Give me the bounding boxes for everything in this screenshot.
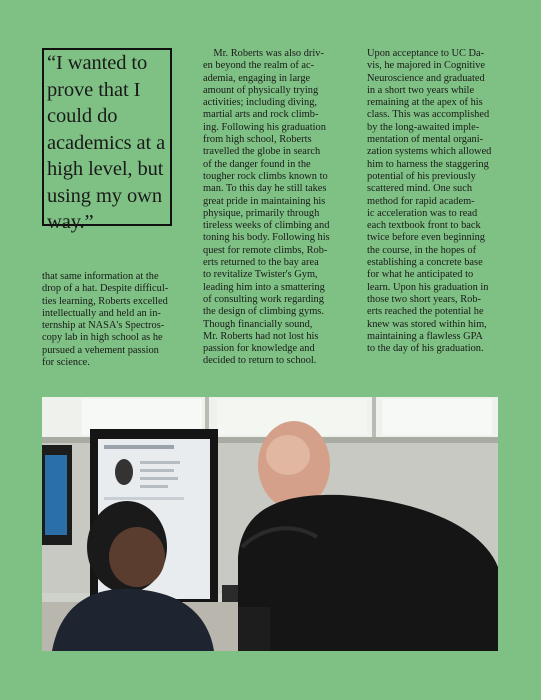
article-photo [42, 397, 498, 651]
pull-quote-box [42, 48, 172, 233]
article-text-line: man. To this day he still takes [203, 183, 327, 195]
pull-quote-line: “I wanted to [47, 52, 148, 74]
article-text-line: in a short two years while [367, 84, 475, 96]
article-text-line: for science. [42, 357, 90, 369]
article-text-line: the design of climbing gyms. [203, 306, 324, 318]
article-text-line: travelled the globe in search [203, 146, 321, 158]
article-text-line: of the danger found in the [203, 158, 311, 170]
article-text-line: zation systems which allowed [367, 146, 492, 158]
article-text-line: en beyond the realm of ac- [203, 60, 315, 72]
pull-quote-line: way.” [47, 211, 94, 233]
article-text-line: intellectually and held an in- [42, 307, 161, 319]
article-text-line: passion for knowledge and [203, 343, 315, 355]
pull-quote-line: could do [47, 105, 118, 127]
pull-quote-line: using my own [47, 184, 162, 207]
article-text-line: potential of his previously [367, 170, 476, 182]
article-text-line: vis, he majored in Cognitive [367, 60, 486, 72]
article-text-line: drop of a hat. Despite difficul- [42, 283, 169, 295]
article-text-line: the course, in the hopes of [367, 244, 477, 256]
article-text-line: that same information at the [42, 271, 159, 282]
article-text-line: Upon acceptance to UC Da- [367, 48, 485, 59]
article-text-line: from high school, Roberts [203, 134, 312, 146]
article-text-line: pursued a vehement passion [42, 344, 159, 356]
article-text-line: tireless weeks of climbing and [203, 220, 330, 232]
pull-quote-line: academics at a [47, 131, 166, 154]
article-text-line: toning his body. Following his [203, 232, 330, 244]
article-text-line: of consulting work regarding [203, 293, 324, 305]
article-text-line: knew was stored within him, [367, 318, 487, 330]
article-text-line: learn. Upon his graduation in [367, 281, 489, 293]
article-text-line: copy lab in high school as he [42, 332, 163, 344]
pull-quote-line: prove that I [47, 78, 141, 101]
article-text-line: Mr. Roberts had not lost his [203, 330, 319, 342]
article-text-line: erts returned to the bay area [203, 257, 319, 269]
article-text-line: remaining at the apex of his [367, 97, 483, 109]
pull-quote-line: high level, but [47, 158, 164, 180]
article-text-line: great pride in maintaining his [203, 195, 326, 207]
article-text-line: quest for remote climbs, Rob- [203, 244, 328, 256]
article-text-line: activities; including diving, [203, 97, 317, 109]
pull-quote [47, 50, 170, 236]
article-text-line: maintaining a flawless GPA [367, 330, 483, 342]
article-text-line: decided to return to school. [203, 355, 317, 367]
article-text-line: class. This was accomplished [367, 109, 490, 121]
article-text-line: for what he anticipated to [367, 269, 474, 281]
article-text-line: him to harness the staggering [367, 158, 489, 170]
article-text-line: ing. Following his graduation [203, 121, 326, 133]
article-text-line: scattered mind. One such [367, 183, 473, 195]
article-column-1 [42, 271, 184, 369]
article-column-3 [367, 48, 499, 355]
article-text-line: ternship at NASA's Spectros- [42, 320, 165, 332]
article-text-line: ties learning, Roberts excelled [42, 295, 168, 307]
article-text-line: establishing a concrete base [367, 257, 483, 269]
article-text-line: to the day of his graduation. [367, 343, 484, 355]
article-text-line: martial arts and rock climb- [203, 109, 319, 121]
article-text-line: ic acceleration was to read [367, 207, 478, 219]
article-text-line: Neuroscience and graduated [367, 72, 485, 84]
article-text-line: amount of physically trying [203, 84, 319, 96]
article-text-line: erts reached the potential he [367, 306, 484, 318]
article-text-line: mentation of mental organi- [367, 134, 484, 146]
article-text-line: method for rapid academ- [367, 195, 475, 207]
article-text-line: by the long-awaited imple- [367, 121, 480, 133]
article-text-line: Though financially sound, [203, 318, 313, 330]
photo-illustration [42, 397, 498, 651]
article-text-line: physique, primarily through [203, 207, 320, 219]
article-text-line: each textbook front to back [367, 220, 481, 232]
article-text-line: Mr. Roberts was also driv- [203, 48, 324, 59]
article-text-line: tougher rock climbs known to [203, 170, 328, 182]
article-text-line: leading him into a smattering [203, 281, 325, 293]
article-text-line: twice before even beginning [367, 232, 486, 244]
article-column-2 [203, 48, 344, 368]
article-text-line: to revitalize Twister's Gym, [203, 269, 318, 281]
article-text-line: ademia, engaging in large [203, 72, 311, 84]
article-text-line: those two short years, Rob- [367, 293, 481, 305]
